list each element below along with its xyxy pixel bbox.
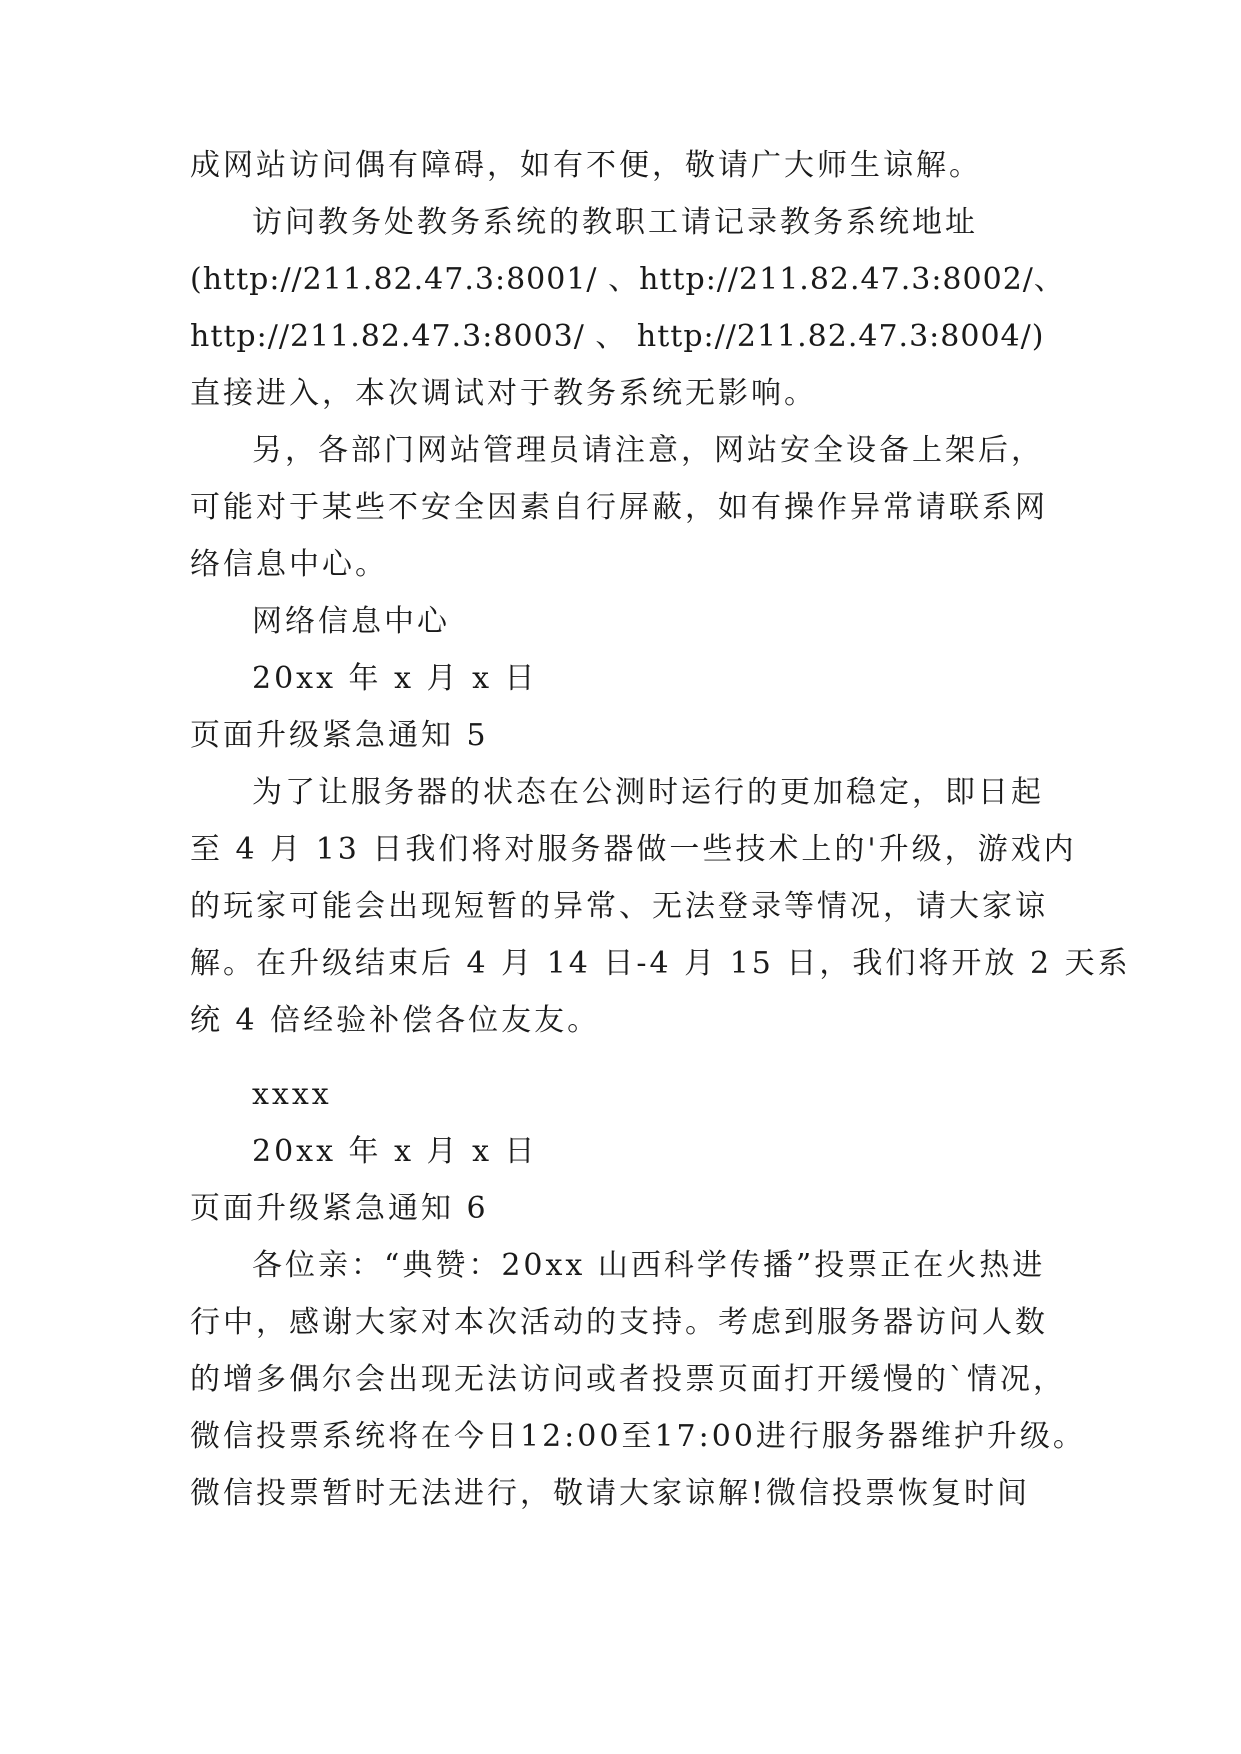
paragraph-line: 至 4 月 13 日我们将对服务器做一些技术上的'升级，游戏内 (190, 832, 1077, 867)
paragraph-line: 络信息中心。 (190, 547, 388, 582)
paragraph-line: 可能对于某些不安全因素自行屏蔽，如有操作异常请联系网 (190, 490, 1048, 525)
paragraph-line: 解。在升级结束后 4 月 14 日-4 月 15 日，我们将开放 2 天系 (190, 946, 1131, 981)
paragraph-line: 的增多偶尔会出现无法访问或者投票页面打开缓慢的`情况， (190, 1362, 1066, 1397)
section-heading: 页面升级紧急通知 6 (190, 1191, 489, 1226)
paragraph-line: 的玩家可能会出现短暂的异常、无法登录等情况，请大家谅 (190, 889, 1048, 924)
paragraph-line: 微信投票系统将在今日12:00至17:00进行服务器维护升级。 (190, 1419, 1086, 1454)
paragraph-line: 访问教务处教务系统的教职工请记录教务系统地址 (252, 205, 978, 240)
section-heading: 页面升级紧急通知 5 (190, 718, 489, 753)
date-line: 20xx 年 x 月 x 日 (252, 661, 538, 696)
paragraph-line: 统 4 倍经验补偿各位友友。 (190, 1003, 601, 1038)
url-line: http://211.82.47.3:8003/ 、 http://211.82.47.3:8004/) (190, 319, 1045, 354)
paragraph-line: 另，各部门网站管理员请注意，网站安全设备上架后， (252, 433, 1044, 468)
paragraph-line: 各位亲：“典赞：20xx 山西科学传播”投票正在火热进 (252, 1248, 1046, 1283)
signature-line: 网络信息中心 (252, 604, 450, 639)
url-line: (http://211.82.47.3:8001/ 、http://211.82.47.3:8002/、 (190, 262, 1065, 297)
paragraph-line: 为了让服务器的状态在公测时运行的更加稳定，即日起 (252, 775, 1044, 810)
paragraph-line: 行中，感谢大家对本次活动的支持。考虑到服务器访问人数 (190, 1305, 1048, 1340)
paragraph-line: 成网站访问偶有障碍，如有不便，敬请广大师生谅解。 (190, 148, 982, 183)
date-line: 20xx 年 x 月 x 日 (252, 1134, 538, 1169)
signature-line: xxxx (252, 1077, 332, 1112)
paragraph-line: 微信投票暂时无法进行，敬请大家谅解!微信投票恢复时间 (190, 1476, 1031, 1511)
paragraph-line: 直接进入，本次调试对于教务系统无影响。 (190, 376, 817, 411)
